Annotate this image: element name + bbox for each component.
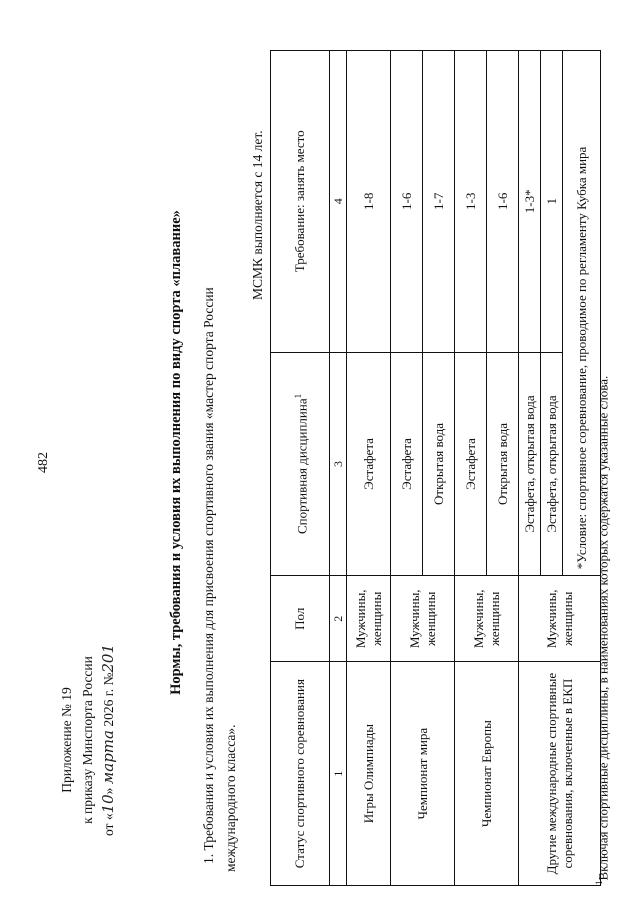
document-title: Нормы, требования и условия их выполнения по виду спорта «плавание» bbox=[168, 210, 184, 695]
appendix-order: к приказу Минспорта России bbox=[80, 656, 95, 824]
date-from: от « bbox=[101, 813, 116, 837]
table-row bbox=[455, 51, 487, 886]
appendix-header bbox=[56, 610, 119, 870]
gender-cell: Мужчины, женщины bbox=[519, 576, 601, 662]
norms-table bbox=[270, 50, 601, 886]
discipline-cell: Эстафета, открытая вода bbox=[519, 352, 541, 576]
column-number: 1 bbox=[330, 662, 347, 886]
discipline-cell: Открытая вода bbox=[487, 352, 519, 576]
footnote bbox=[594, 376, 611, 885]
table-row bbox=[519, 51, 541, 886]
header-requirement: Требование: занять место bbox=[271, 51, 330, 353]
gender-cell: Мужчины, женщины bbox=[391, 576, 455, 662]
place-cell: 1-8 bbox=[347, 51, 391, 353]
handwritten-order-number: 201 bbox=[99, 643, 117, 673]
table-column-numbers bbox=[330, 51, 347, 886]
gender-cell: Мужчины, женщины bbox=[455, 576, 519, 662]
gender-cell: Мужчины, женщины bbox=[347, 576, 391, 662]
handwritten-day: 10 bbox=[99, 794, 117, 814]
header-discipline bbox=[271, 352, 330, 576]
page-number: 482 bbox=[36, 452, 51, 473]
table-row bbox=[347, 51, 391, 886]
place-cell: 1-3 bbox=[455, 51, 487, 353]
column-number: 2 bbox=[330, 576, 347, 662]
status-cell: Чемпионат мира bbox=[391, 662, 455, 886]
date-quote: » bbox=[101, 787, 116, 795]
discipline-cell: Эстафета bbox=[347, 352, 391, 576]
footnote-sup: 1 bbox=[594, 880, 604, 885]
place-cell: 1-3* bbox=[519, 51, 541, 353]
header-discipline-label: Спортивная дисциплина bbox=[294, 398, 310, 534]
table-row bbox=[391, 51, 423, 886]
table-header-row bbox=[271, 51, 330, 886]
appendix-date-line bbox=[98, 610, 119, 870]
handwritten-month: марта bbox=[99, 730, 117, 785]
place-cell: 1 bbox=[541, 51, 563, 353]
date-year: 2026 г. № bbox=[101, 672, 116, 727]
discipline-cell: Эстафета, открытая вода bbox=[541, 352, 563, 576]
column-number: 4 bbox=[330, 51, 347, 353]
place-cell: 1-7 bbox=[423, 51, 455, 353]
discipline-cell: Эстафета bbox=[391, 352, 423, 576]
status-cell: Другие международные спортивные соревнования, включенные в ЕКП bbox=[519, 662, 601, 886]
footnote-text: Включая спортивные дисциплины, в наименованиях которых содержатся указанные слова. bbox=[595, 375, 611, 881]
place-cell: 1-6 bbox=[487, 51, 519, 353]
appendix-number: Приложение № 19 bbox=[59, 687, 74, 793]
header-status: Статус спортивного соревнования bbox=[271, 662, 330, 886]
column-number: 3 bbox=[330, 352, 347, 576]
header-gender: Пол bbox=[271, 576, 330, 662]
status-cell: Чемпионат Европы bbox=[455, 662, 519, 886]
place-cell: 1-6 bbox=[391, 51, 423, 353]
age-note: МСМК выполняется с 14 лет. bbox=[250, 130, 265, 300]
status-cell: Игры Олимпиады bbox=[347, 662, 391, 886]
header-discipline-sup: 1 bbox=[292, 393, 303, 399]
condition-cell: *Условие: спортивное соревнование, проводимое по регламенту Кубка мира bbox=[563, 51, 601, 576]
discipline-cell: Эстафета bbox=[455, 352, 487, 576]
requirements-paragraph: 1. Требования и условия их выполнения для присвоения спортивного звания «мастер спорта России международного класса». bbox=[201, 287, 238, 872]
discipline-cell: Открытая вода bbox=[423, 352, 455, 576]
